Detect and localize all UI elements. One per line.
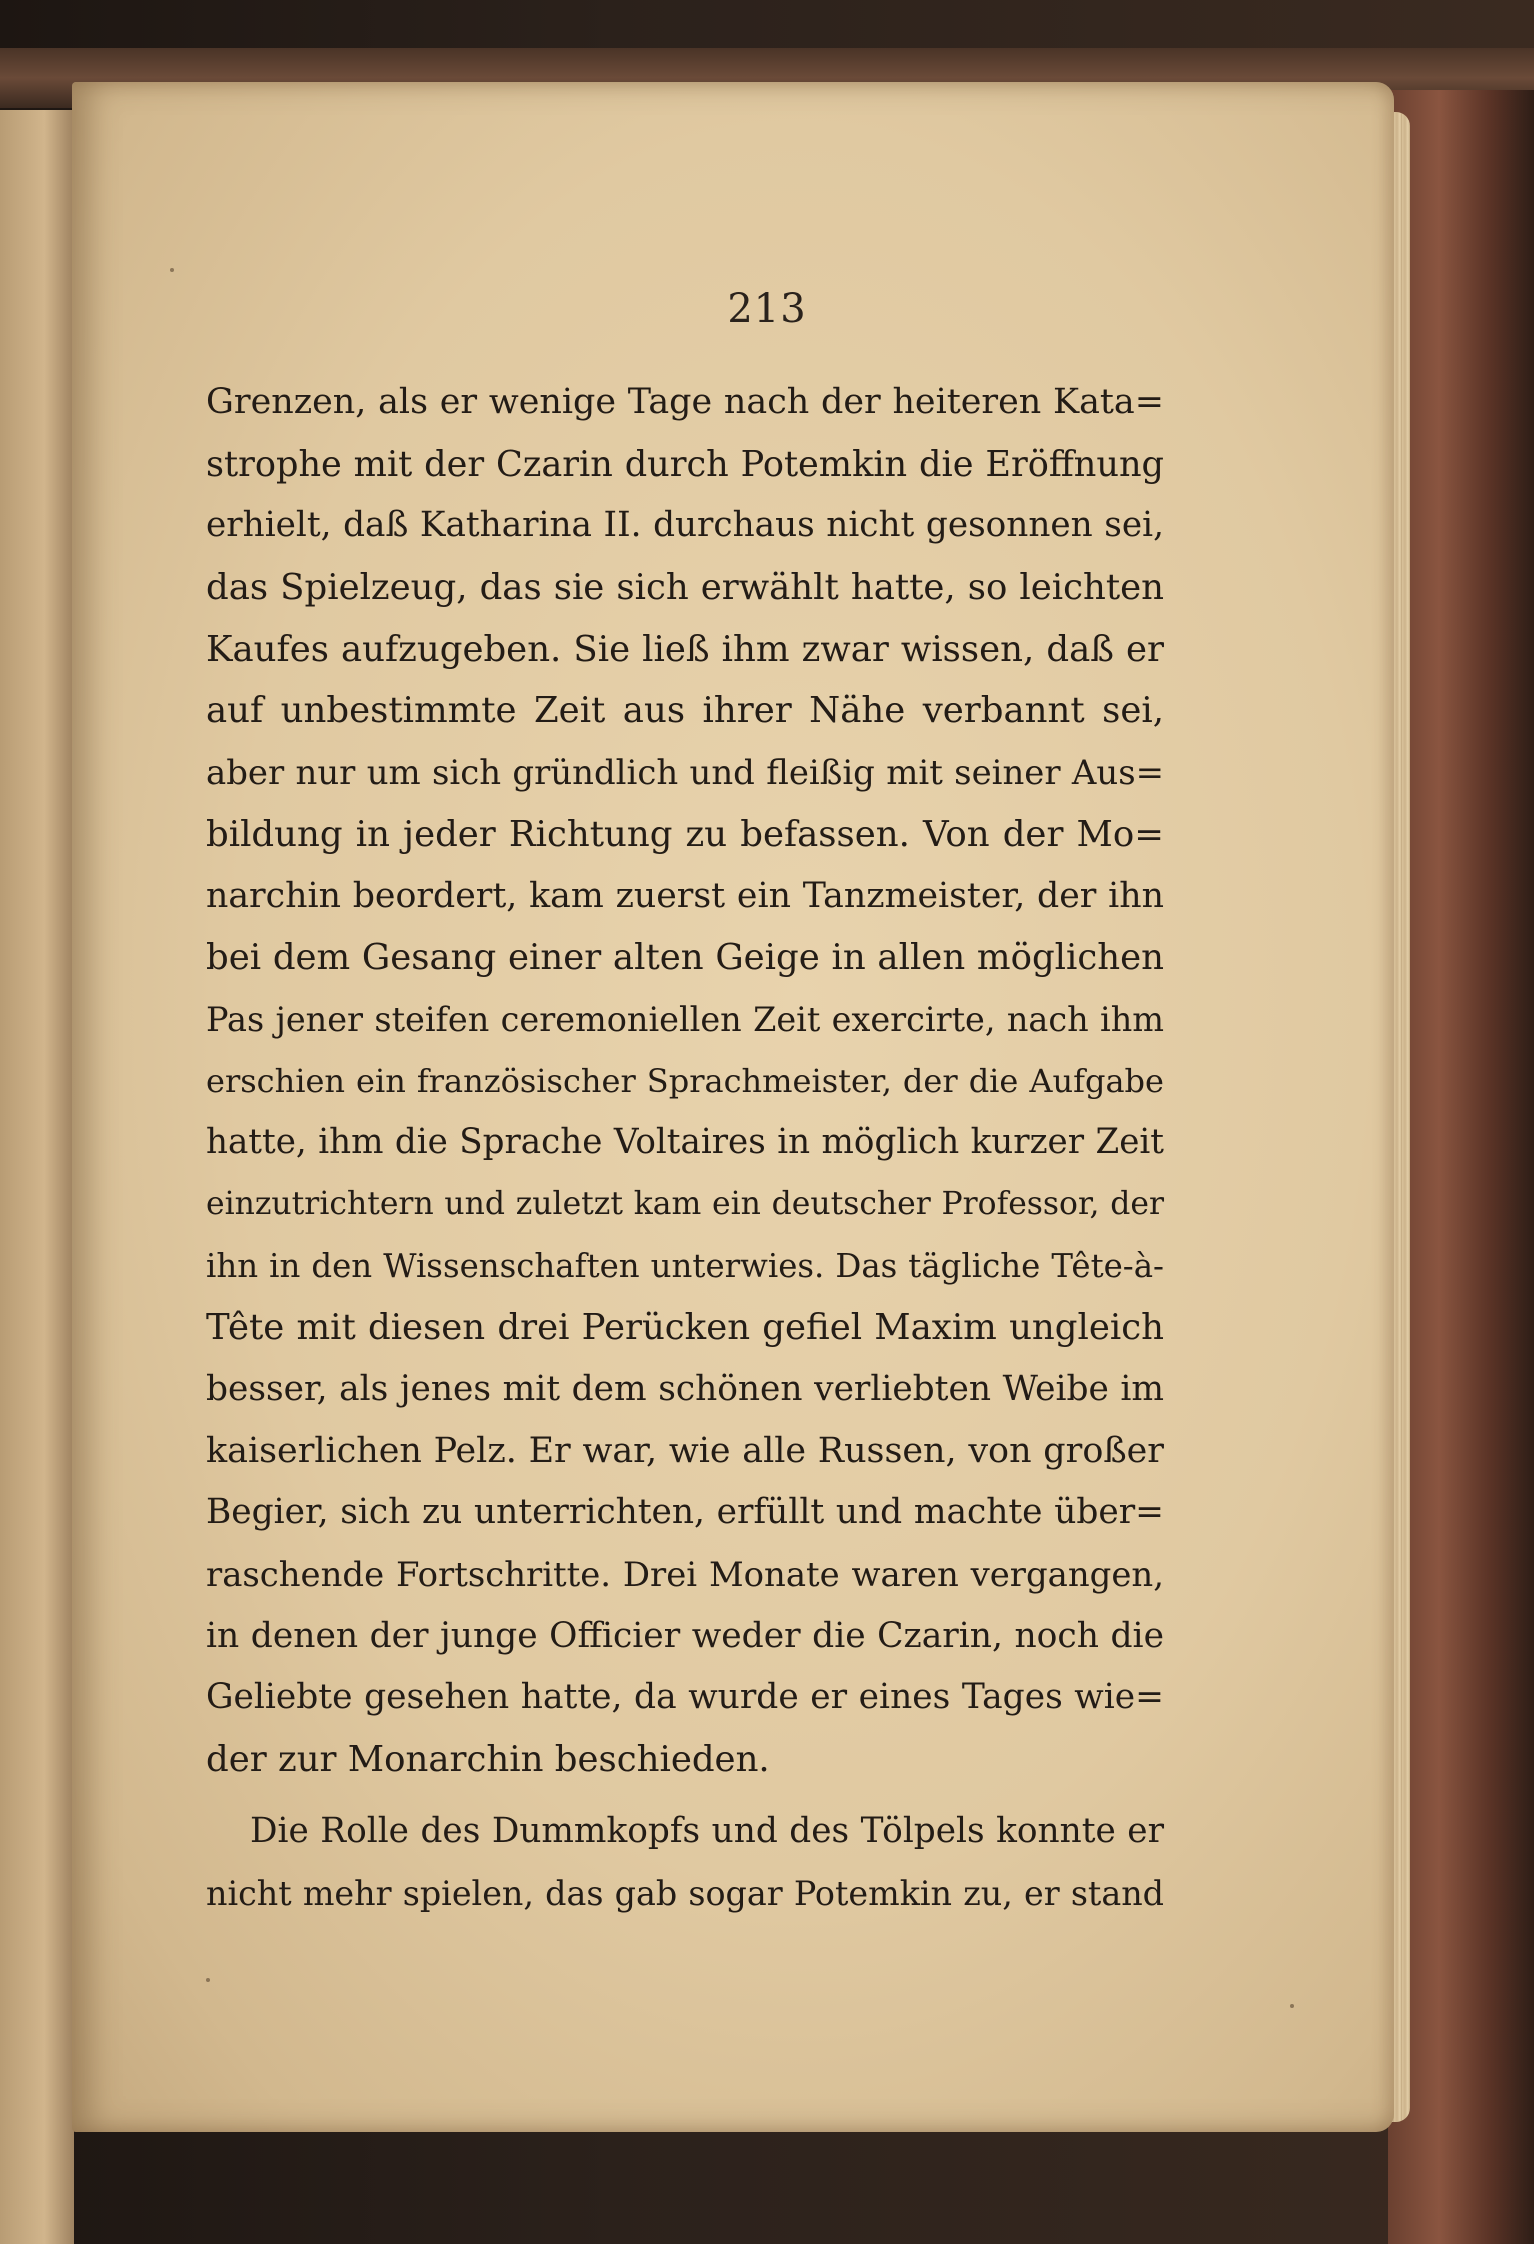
left-page-edge [0, 110, 74, 2244]
text-line: Geliebte gesehen hatte, da wurde er eines Tages wie= [206, 1677, 1164, 1718]
paper-speck [170, 268, 174, 272]
text-line: Die Rolle des Dummkopfs und des Tölpels konnte er [250, 1810, 1164, 1851]
paragraph [206, 372, 1164, 1791]
text-line: bildung in jeder Richtung zu befassen. Von der Mo= [206, 813, 1164, 855]
text-line: erschien ein französischer Sprachmeister, der die Aufgabe [206, 1061, 1164, 1100]
text-line: kaiserlichen Pelz. Er war, wie alle Russen, von großer [206, 1430, 1164, 1471]
text-line: Grenzen, als er wenige Tage nach der heiteren Kata= [206, 382, 1164, 422]
text-line: aber nur um sich gründlich und fleißig mit seiner Aus= [206, 753, 1164, 793]
text-line: Tête mit diesen drei Perücken gefiel Maxim ungleich [206, 1307, 1164, 1349]
paper-speck [1290, 2004, 1294, 2008]
text-line: raschende Fortschritte. Drei Monate waren vergangen, [206, 1555, 1164, 1595]
text-line: strophe mit der Czarin durch Potemkin die Eröffnung [206, 443, 1164, 485]
text-line: Kaufes aufzugeben. Sie ließ ihm zwar wissen, daß er [206, 628, 1164, 670]
text-line: besser, als jenes mit dem schönen verliebten Weibe im [206, 1369, 1164, 1409]
text-line: bei dem Gesang einer alten Geige in allen möglichen [206, 937, 1164, 979]
text-line: Begier, sich zu unterrichten, erfüllt und machte über= [206, 1492, 1164, 1533]
text-line: der zur Monarchin beschieden. [206, 1739, 770, 1781]
body-text [206, 372, 1164, 1924]
text-line: das Spielzeug, das sie sich erwählt hatte, so leichten [206, 567, 1164, 609]
text-line: Pas jener steifen ceremoniellen Zeit exercirte, nach ihm [206, 999, 1164, 1039]
paragraph-gap [206, 1791, 1164, 1801]
text-line: nicht mehr spielen, das gab sogar Potemkin zu, er stand [206, 1873, 1164, 1913]
text-line: ihn in den Wissenschaften unterwies. Das tägliche Tête-à- [206, 1246, 1164, 1285]
paragraph [206, 1801, 1164, 1924]
text-line: erhielt, daß Katharina II. durchaus nicht gesonnen sei, [206, 505, 1164, 546]
paper-speck [206, 1978, 210, 1982]
text-line: in denen der junge Officier weder die Czarin, noch die [206, 1615, 1164, 1656]
text-line: hatte, ihm die Sprache Voltaires in möglich kurzer Zeit [206, 1122, 1164, 1163]
page-number: 213 [727, 286, 807, 332]
text-line: auf unbestimmte Zeit aus ihrer Nähe verbannt sei, [206, 690, 1164, 732]
text-line: einzutrichtern und zuletzt kam ein deutscher Professor, der [206, 1185, 1164, 1222]
text-line: narchin beordert, kam zuerst ein Tanzmeister, der ihn [206, 875, 1164, 916]
